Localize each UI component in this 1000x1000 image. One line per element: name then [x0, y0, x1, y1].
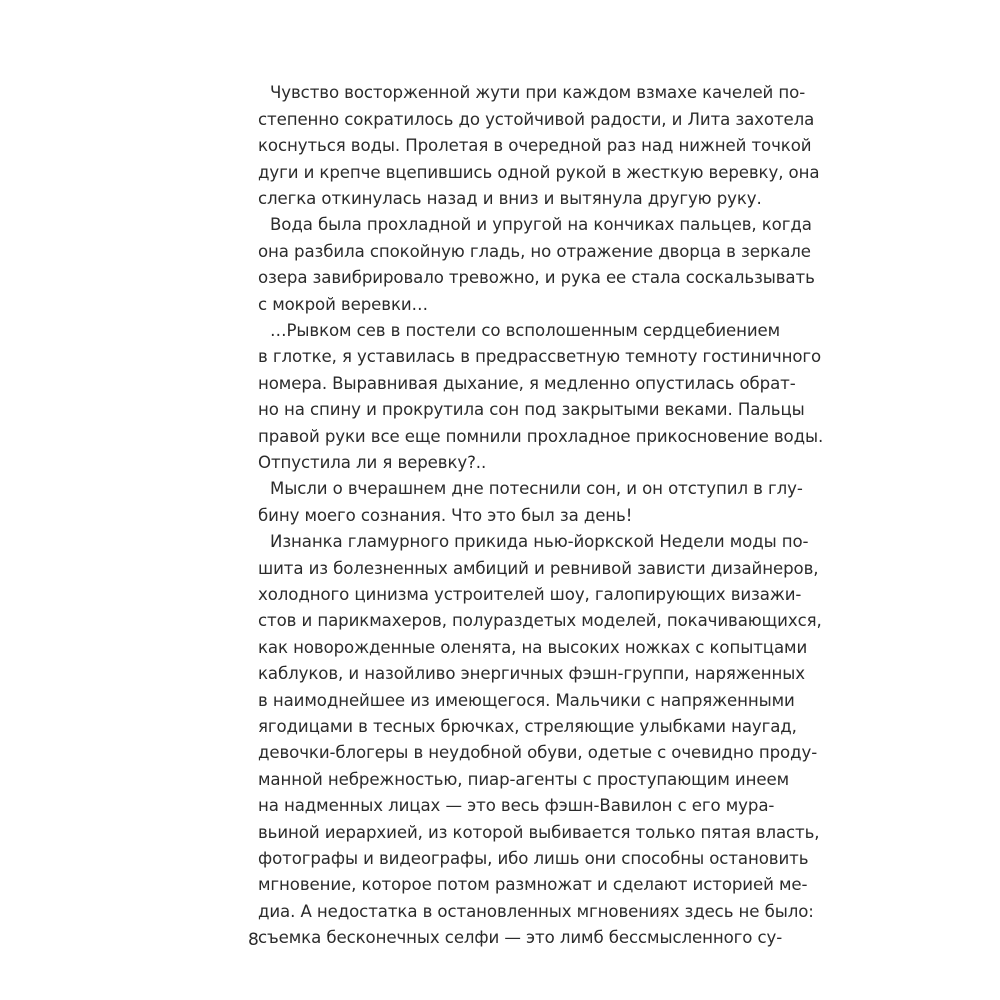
text-line: съемка бесконечных селфи — это лимб бессмысленного су- — [258, 928, 783, 947]
text-line: …Рывком сев в постели со всполошенным сердцебиением — [270, 321, 781, 340]
text-line: Вода была прохладной и упругой на кончиках пальцев, когда — [270, 215, 812, 234]
text-line: она разбила спокойную гладь, но отражение дворца в зеркале — [258, 242, 811, 261]
text-line: Мысли о вчерашнем дне потеснили сон, и он отступил в глу- — [270, 479, 803, 498]
text-line: номера. Выравнивая дыхание, я медленно опустилась обрат- — [258, 374, 796, 393]
text-line: но на спину и прокрутила сон под закрытыми веками. Пальцы — [258, 400, 805, 419]
text-line: манной небрежностью, пиар-агенты с проступающим инеем — [258, 770, 789, 789]
text-line: каблуков, и назойливо энергичных фэшн-группи, наряженных — [258, 664, 805, 683]
text-line: стов и парикмахеров, полураздетых моделей, покачивающихся, — [258, 611, 822, 630]
text-line: дуги и крепче вцепившись одной рукой в жесткую веревку, она — [258, 163, 820, 182]
text-line: на надменных лицах — это весь фэшн-Вавилон с его мура- — [258, 796, 775, 815]
text-line: девочки-блогеры в неудобной обуви, одетые с очевидно проду- — [258, 743, 818, 762]
text-line: степенно сократилось до устойчивой радости, и Лита захотела — [258, 110, 815, 129]
text-line: бину моего сознания. Что это был за день! — [258, 506, 633, 525]
text-line: шита из болезненных амбиций и ревнивой зависти дизайнеров, — [258, 559, 819, 578]
text-line: как новорожденные оленята, на высоких ножках с копытцами — [258, 638, 808, 657]
text-line: Отпустила ли я веревку?.. — [258, 453, 487, 472]
text-line: правой руки все еще помнили прохладное прикосновение воды. — [258, 427, 824, 446]
text-line: озера завибрировало тревожно, и рука ее стала соскальзывать — [258, 268, 815, 287]
text-line: фотографы и видеографы, ибо лишь они способны остановить — [258, 849, 809, 868]
text-line: вьиной иерархией, из которой выбивается только пятая власть, — [258, 823, 820, 842]
page-number: 8 — [248, 930, 259, 950]
text-line: Чувство восторженной жути при каждом взмахе качелей по- — [270, 83, 806, 102]
text-line: в глотке, я уставилась в предрассветную темноту гостиничного — [258, 347, 822, 366]
text-line: диа. А недостатка в остановленных мгновениях здесь не было: — [258, 902, 814, 921]
text-line: в наимоднейшее из имеющегося. Мальчики с напряженными — [258, 691, 795, 710]
text-line: коснуться воды. Пролетая в очередной раз над нижней точкой — [258, 136, 812, 155]
text-line: ягодицами в тесных брючках, стреляющие улыбками наугад, — [258, 717, 797, 736]
text-line: холодного цинизма устроителей шоу, галопирующих визажи- — [258, 585, 802, 604]
text-line: слегка откинулась назад и вниз и вытянула другую руку. — [258, 189, 762, 208]
text-line: Изнанка гламурного прикида нью-йоркской Недели моды по- — [270, 532, 809, 551]
text-line: с мокрой веревки… — [258, 295, 429, 314]
text-line: мгновение, которое потом размножат и сделают историей ме- — [258, 875, 808, 894]
